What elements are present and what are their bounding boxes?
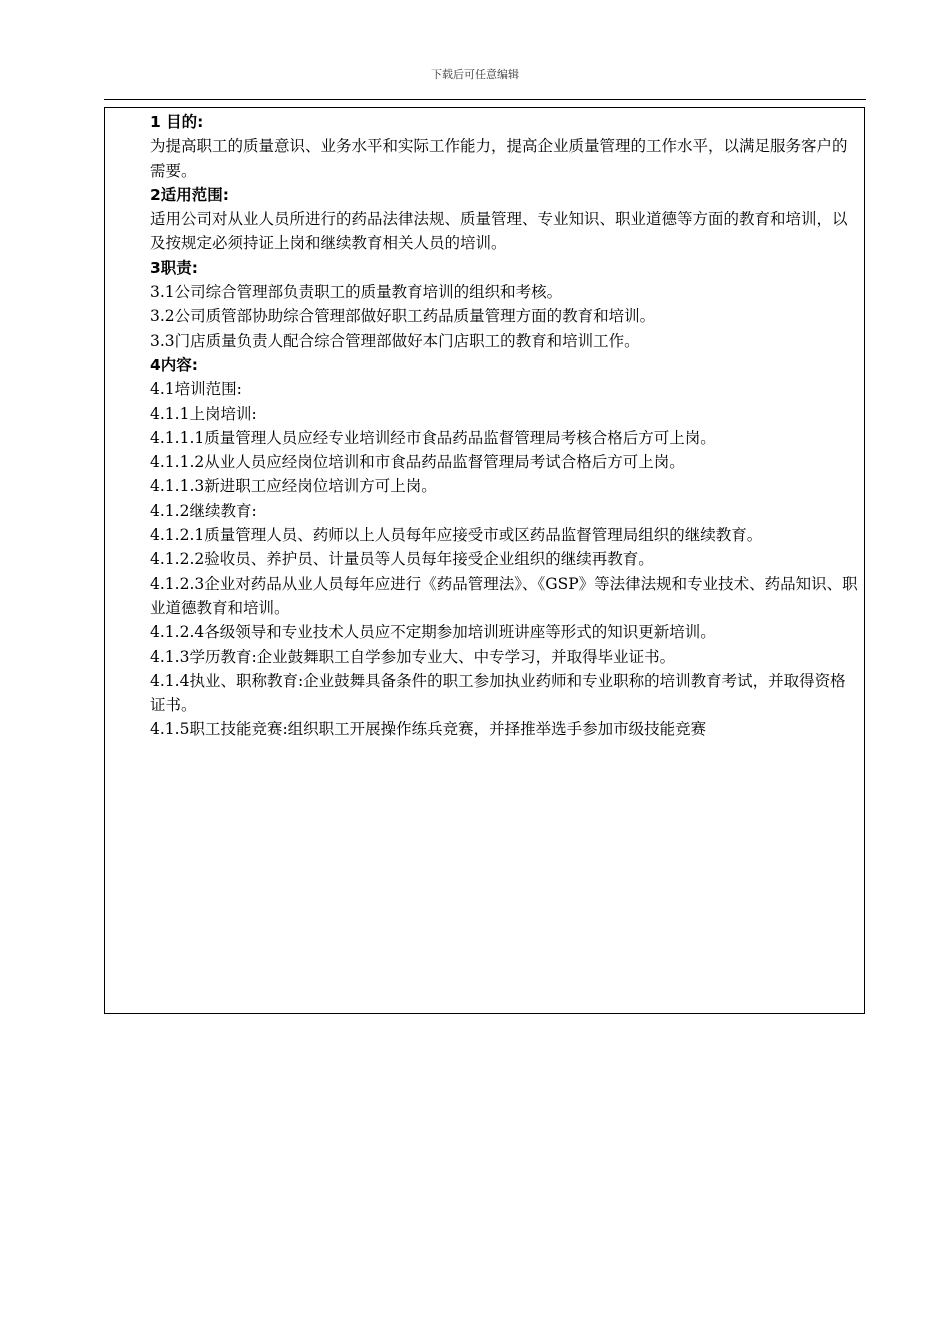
responsibility-item: 3.1公司综合管理部负责职工的质量教育培训的组织和考核。 — [150, 283, 563, 302]
section-heading-scope: 2适用范围: — [150, 185, 229, 204]
content-item: 4.1培训范围: — [150, 380, 242, 399]
purpose-paragraph: 为提高职工的质量意识、业务水平和实际工作能力，提高企业质量管理的工作水平，以满足服务客户的需要。 — [150, 137, 848, 180]
responsibility-item: 3.3门店质量负责人配合综合管理部做好本门店职工的教育和培训工作。 — [150, 331, 640, 350]
section-heading-content: 4内容: — [150, 355, 198, 374]
content-item: 4.1.1上岗培训: — [150, 404, 257, 423]
content-item: 4.1.5职工技能竞赛:组织职工开展操作练兵竞赛，并择推举选手参加市级技能竞赛 — [150, 720, 707, 739]
content-item: 4.1.2.2验收员、养护员、计量员等人员每年接受企业组织的继续再教育。 — [150, 550, 654, 569]
header-divider — [104, 99, 866, 100]
section-heading-responsibilities: 3职责: — [150, 258, 198, 277]
content-item: 4.1.2.4各级领导和专业技术人员应不定期参加培训班讲座等形式的知识更新培训。 — [150, 623, 716, 642]
content-item: 4.1.4执业、职称教育:企业鼓舞具备条件的职工参加执业药师和专业职称的培训教育考试，并取得资格证书。 — [150, 671, 846, 715]
responsibility-item: 3.2公司质管部协助综合管理部做好职工药品质量管理方面的教育和培训。 — [150, 307, 656, 326]
content-item: 4.1.1.2从业人员应经岗位培训和市食品药品监督管理局考试合格后方可上岗。 — [150, 453, 685, 472]
content-item: 4.1.1.1质量管理人员应经专业培训经市食品药品监督管理局考核合格后方可上岗。 — [150, 428, 716, 447]
scope-paragraph: 适用公司对从业人员所进行的药品法律法规、质量管理、专业知识、职业道德等方面的教育和培训，以及按规定必须持证上岗和继续教育相关人员的培训。 — [150, 210, 848, 253]
section-heading-purpose: 1 目的: — [150, 113, 204, 131]
document-body — [150, 110, 860, 742]
content-item: 4.1.2继续教育: — [150, 501, 257, 520]
content-item: 4.1.2.1质量管理人员、药师以上人员每年应接受市或区药品监督管理局组织的继续教育。 — [150, 526, 763, 545]
content-item: 4.1.2.3企业对药品从业人员每年应进行《药品管理法》、《GSP》等法律法规和专业技术、药品知识、职业道德教育和培训。 — [150, 574, 858, 617]
page-header-note: 下载后可任意编辑 — [431, 68, 519, 81]
content-item: 4.1.3学历教育:企业鼓舞职工自学参加专业大、中专学习，并取得毕业证书。 — [150, 647, 676, 666]
content-item: 4.1.1.3新进职工应经岗位培训方可上岗。 — [150, 477, 437, 496]
